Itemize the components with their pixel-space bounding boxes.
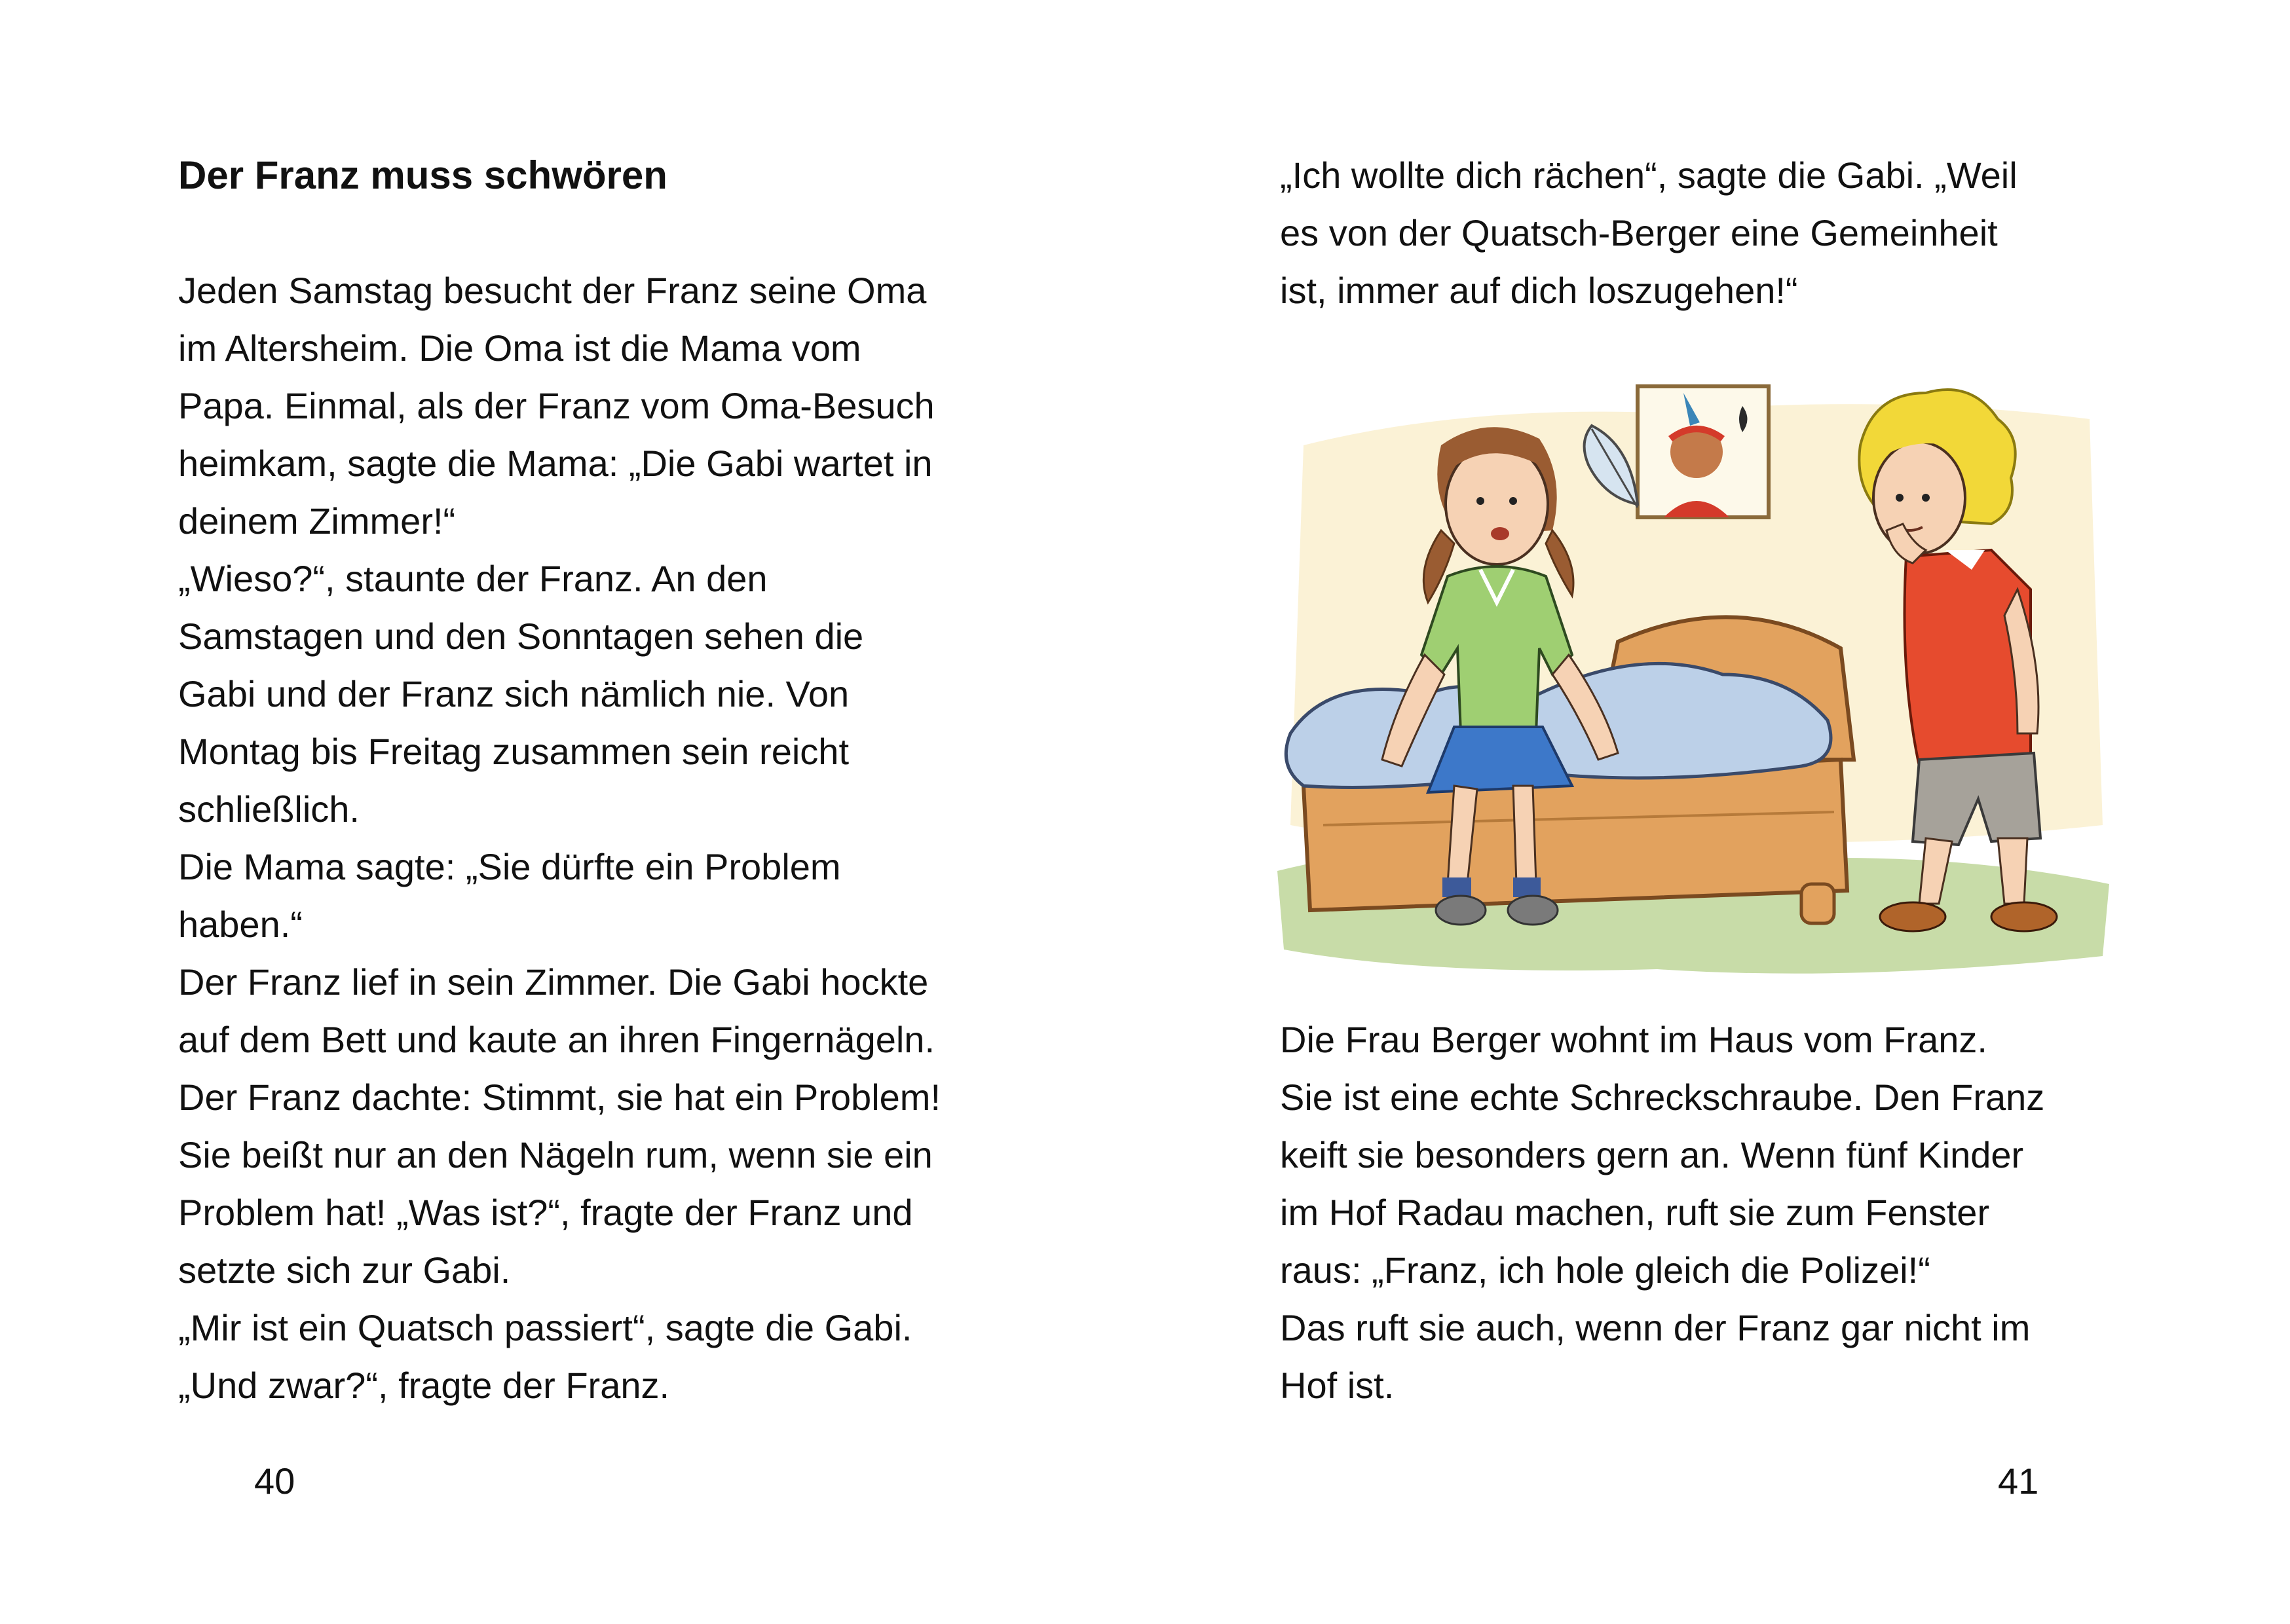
wall-poster	[1638, 386, 1769, 517]
text-line: Sie ist eine echte Schreckschraube. Den Franz	[1280, 1077, 2045, 1118]
text-line: Das ruft sie auch, wenn der Franz gar nicht im	[1280, 1307, 2031, 1348]
text-line: setzte sich zur Gabi.	[178, 1249, 511, 1291]
text-line: Problem hat! „Was ist?“, fragte der Franz und	[178, 1192, 913, 1233]
text-line: im Hof Radau machen, ruft sie zum Fenster	[1280, 1192, 1990, 1233]
text-line: im Altersheim. Die Oma ist die Mama vom	[178, 327, 861, 369]
text-line: Die Mama sagte: „Sie dürfte ein Problem	[178, 846, 841, 887]
text-line: Der Franz dachte: Stimmt, sie hat ein Problem!	[178, 1077, 941, 1118]
right-bottom-text	[1280, 1011, 2044, 1414]
text-line: auf dem Bett und kaute an ihren Fingernägeln.	[178, 1019, 935, 1060]
text-line: „Wieso?“, staunte der Franz. An den	[178, 558, 768, 599]
page-number-right: 41	[1998, 1460, 2039, 1502]
text-line: Montag bis Freitag zusammen sein reicht	[178, 731, 849, 772]
text-line: Die Frau Berger wohnt im Haus vom Franz.	[1280, 1019, 1987, 1060]
text-line: Papa. Einmal, als der Franz vom Oma-Besuch	[178, 385, 935, 426]
text-line: es von der Quatsch-Berger eine Gemeinheit	[1280, 212, 1998, 253]
text-line: Gabi und der Franz sich nämlich nie. Von	[178, 673, 850, 714]
left-body-text	[178, 262, 941, 1414]
text-line: Jeden Samstag besucht der Franz seine Oma	[178, 270, 927, 311]
text-line: schließlich.	[178, 788, 360, 830]
illustration-gabi-franz-bedroom	[1264, 367, 2116, 989]
text-line: heimkam, sagte die Mama: „Die Gabi wartet in	[178, 443, 933, 484]
text-line: ist, immer auf dich loszugehen!“	[1280, 270, 1798, 311]
text-line: raus: „Franz, ich hole gleich die Polizei!“	[1280, 1249, 1930, 1291]
text-line: „Ich wollte dich rächen“, sagte die Gabi. „Weil	[1280, 155, 2018, 196]
chapter-title: Der Franz muss schwören	[178, 153, 667, 197]
text-line: Hof ist.	[1280, 1365, 1395, 1406]
text-line: deinem Zimmer!“	[178, 500, 456, 542]
page-number-left: 40	[254, 1460, 295, 1502]
text-line: „Mir ist ein Quatsch passiert“, sagte die Gabi.	[178, 1307, 912, 1348]
text-line: Sie beißt nur an den Nägeln rum, wenn sie ein	[178, 1134, 933, 1175]
text-line: Der Franz lief in sein Zimmer. Die Gabi hockte	[178, 961, 929, 1003]
text-line: „Und zwar?“, fragte der Franz.	[178, 1365, 670, 1406]
text-line: haben.“	[178, 904, 303, 945]
text-line: keift sie besonders gern an. Wenn fünf Kinder	[1280, 1134, 2024, 1175]
text-line: Samstagen und den Sonntagen sehen die	[178, 616, 864, 657]
right-top-text	[1280, 147, 2018, 320]
